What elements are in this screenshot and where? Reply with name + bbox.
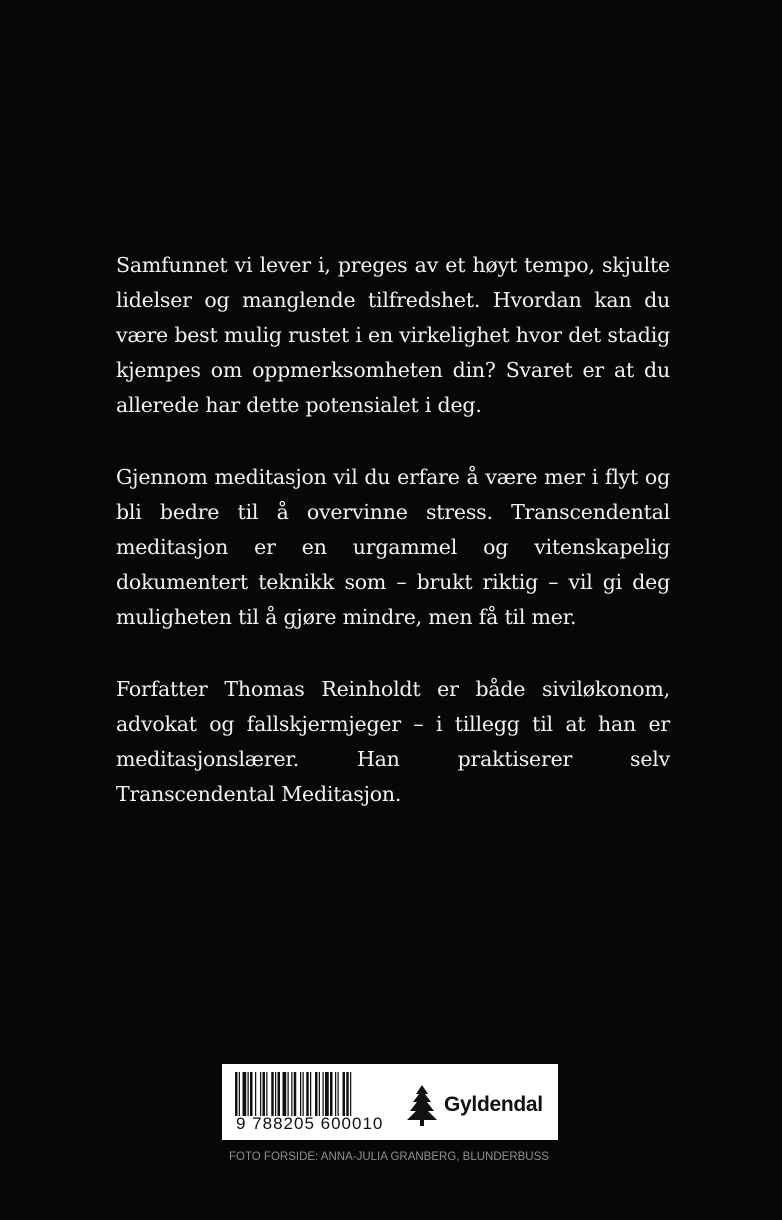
tree-icon [406,1084,438,1126]
barcode-icon [235,1072,385,1116]
isbn-number: 9 788205 600010 [236,1114,384,1133]
blurb-paragraph-3: Forfatter Thomas Reinholdt er både siviløkonom, advokat og fallskjermjeger – i tillegg til at han er meditasjonslærer. Han praktiserer selv Transcendental Meditasjon. [116,677,670,806]
publisher-logo [406,1084,543,1126]
blurb-paragraph-1: Samfunnet vi lever i, preges av et høyt tempo, skjulte lidelser og manglende tilfredshet. Hvordan kan du være best mulig rustet i en virkelighet hvor det stadig kjempes om oppmerksomheten din? Svaret er at du allerede har dette potensialet i deg. [116,253,670,417]
publisher-name: Gyldendal [444,1093,543,1116]
blurb-text [116,248,670,849]
barcode-panel [222,1064,558,1140]
photo-credit: FOTO FORSIDE: ANNA-JULIA GRANBERG, BLUNDERBUSS [229,1151,549,1163]
blurb-paragraph-2: Gjennom meditasjon vil du erfare å være mer i flyt og bli bedre til å overvinne stress. Transcendental meditasjon er en urgammel og vitenskapelig dokumentert teknikk som – brukt riktig – vil gi deg muligheten til å gjøre mindre, men få til mer. [116,465,670,629]
